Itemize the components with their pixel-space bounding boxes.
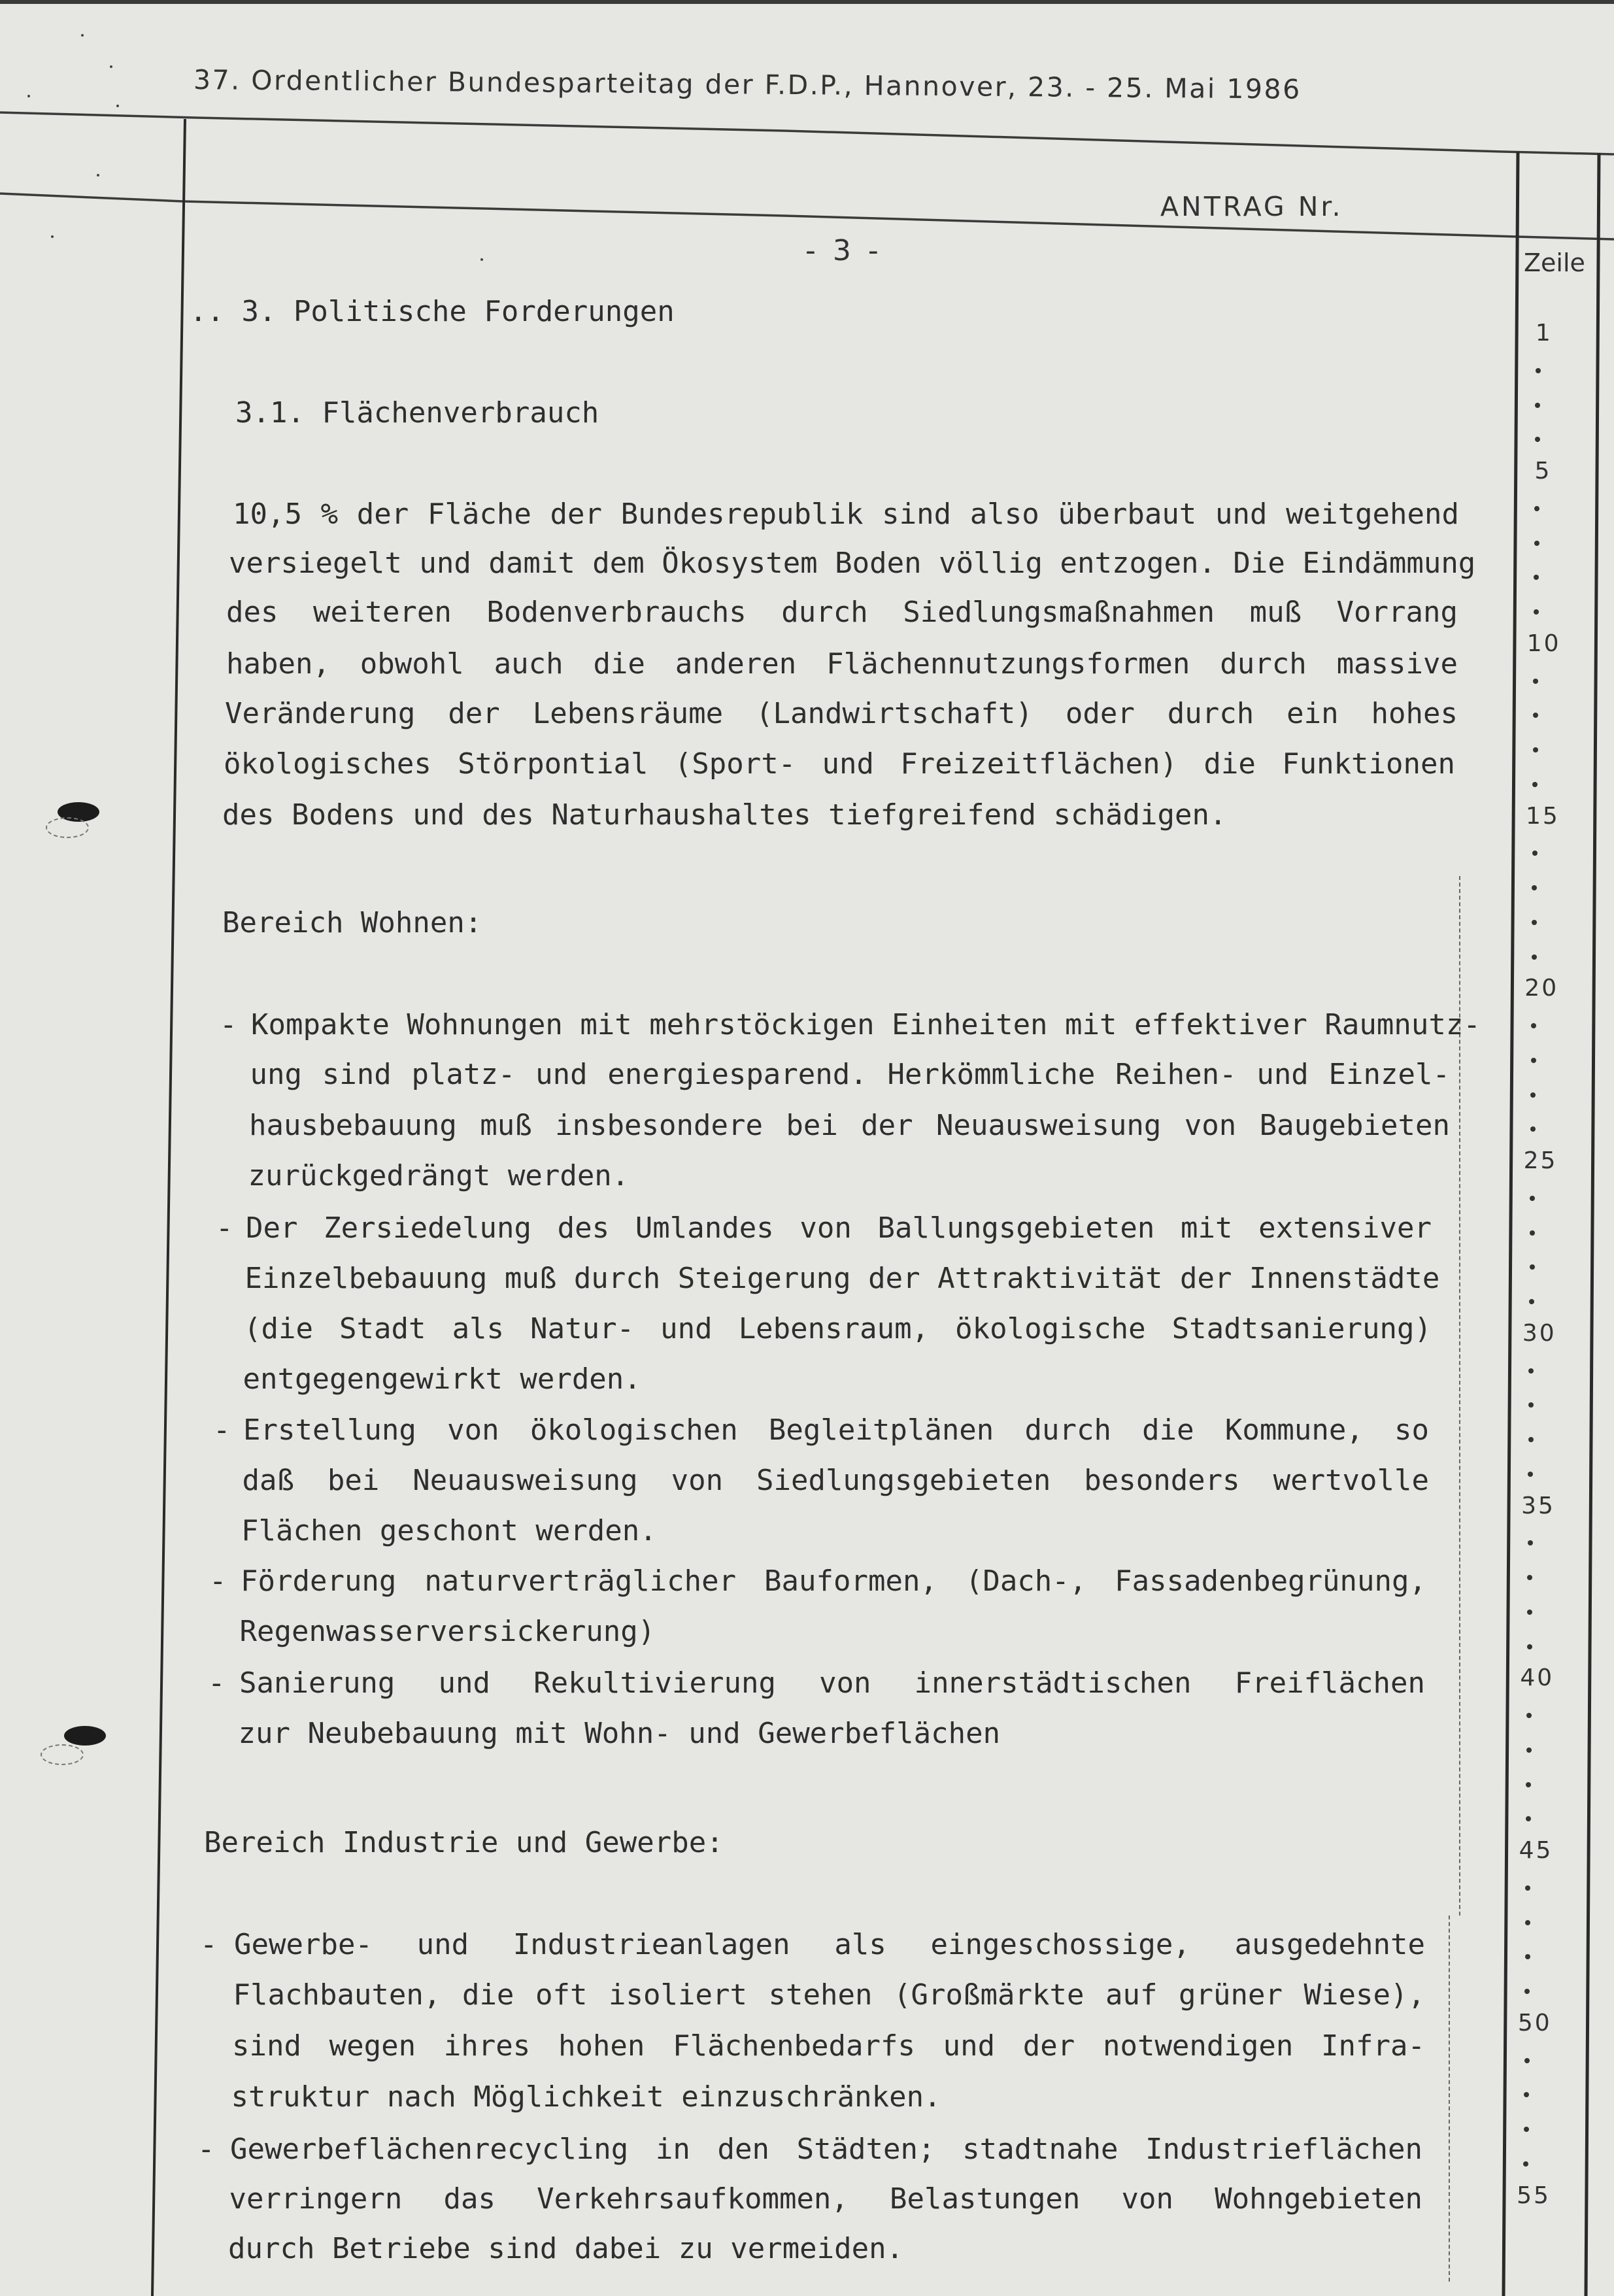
list-item-line: Flächen geschont werden. <box>241 1514 657 1547</box>
header-top-rule <box>0 112 1614 154</box>
line-dot-marker <box>1530 1230 1535 1236</box>
antrag-number-label: ANTRAG Nr. <box>1160 191 1343 222</box>
bullet-dash: - <box>216 1211 233 1245</box>
line-dot-marker <box>1531 1023 1536 1028</box>
paragraph-line: 10,5 % der Fläche der Bundesrepublik sind also überbaut und weitgehend <box>233 498 1459 531</box>
list-item-line: Kompakte Wohnungen mit mehrstöckigen Einheiten mit effektiver Raumnutz- <box>251 1008 1481 1041</box>
line-dot-marker <box>1527 1610 1532 1615</box>
line-dot-marker <box>1526 1713 1532 1718</box>
line-dot-marker <box>1526 1782 1531 1787</box>
line-dot-marker <box>1528 1437 1534 1442</box>
line-number: 50 <box>1517 2009 1552 2036</box>
line-dot-marker <box>1534 541 1539 546</box>
bullet-dash: - <box>220 1008 237 1041</box>
line-number: 20 <box>1524 975 1559 1002</box>
line-column-label: Zeile <box>1524 248 1585 277</box>
line-number: 45 <box>1519 1837 1553 1864</box>
bullet-dash: - <box>200 1928 218 1961</box>
line-dot-marker <box>1528 1540 1533 1545</box>
list-item-line: Gewerbeflächenrecycling in den Städten; stadtnahe Industrieflächen <box>230 2133 1422 2166</box>
bullet-dash: - <box>209 1564 227 1598</box>
section-heading: .. 3. Politische Forderungen <box>190 295 675 328</box>
subsection-heading: 3.1. Flächenverbrauch <box>235 396 599 430</box>
line-dot-marker <box>1524 2127 1529 2132</box>
paragraph-line: haben, obwohl auch die anderen Flächennutzungsformen durch massive <box>226 647 1458 681</box>
conference-header: 37. Ordentlicher Bundesparteitag der F.D.P., Hannover, 23. - 25. Mai 1986 <box>193 64 1302 105</box>
list-item-line: Einzelbebauung muß durch Steigerung der Attraktivität der Innenstädte <box>244 1262 1440 1295</box>
list-item-line: struktur nach Möglichkeit einzuschränken. <box>231 2080 941 2114</box>
zeile-right-rule <box>1586 153 1599 2296</box>
list-item-line: Regenwasserversickerung) <box>239 1615 656 1648</box>
bullet-dash: - <box>197 2133 215 2166</box>
paragraph-line: des Bodens und des Naturhaushaltes tiefgreifend schädigen. <box>222 798 1227 832</box>
scan-speck <box>97 174 99 177</box>
list-item-line: Gewerbe- und Industrieanlagen als eingeschossige, ausgedehnte <box>234 1928 1425 1961</box>
bullet-dash: - <box>208 1666 226 1700</box>
list-item-line: Förderung naturverträglicher Bauformen, (Dach-, Fassadenbegrünung, <box>241 1564 1426 1598</box>
list-item-line: hausbebauung muß insbesondere bei der Neuausweisung von Baugebieten <box>249 1109 1450 1142</box>
line-dot-marker <box>1525 1954 1530 1959</box>
punch-hole-shadow <box>46 817 89 838</box>
line-dot-marker <box>1536 368 1541 373</box>
list-item-line: entgegengewirkt werden. <box>243 1362 641 1396</box>
list-item-line: zur Neubebauung mit Wohn- und Gewerbeflächen <box>238 1717 1001 1750</box>
scan-speck <box>81 34 84 37</box>
line-dot-marker <box>1530 1092 1536 1098</box>
scan-speck <box>110 65 112 68</box>
line-dot-marker <box>1535 403 1540 408</box>
line-dot-marker <box>1527 1644 1532 1649</box>
line-dot-marker <box>1533 679 1538 684</box>
page-number: - 3 - <box>805 234 883 267</box>
line-dot-marker <box>1532 920 1537 925</box>
line-dot-marker <box>1530 1264 1535 1270</box>
revision-bar <box>1449 1916 1450 2282</box>
line-number: 35 <box>1521 1492 1555 1519</box>
list-item-line: Flachbauten, die oft isoliert stehen (Großmärkte auf grüner Wiese), <box>233 1978 1425 2012</box>
scan-speck <box>116 105 119 107</box>
list-item-line: sind wegen ihres hohen Flächenbedarfs und der notwendigen Infra- <box>232 2029 1425 2063</box>
line-dot-marker <box>1533 747 1538 752</box>
zeile-left-rule <box>1504 152 1518 2296</box>
punch-hole-shadow <box>41 1744 84 1765</box>
list-item-line: Der Zersiedelung des Umlandes von Ballungsgebieten mit extensiver <box>246 1211 1432 1245</box>
wohnen-heading: Bereich Wohnen: <box>222 906 482 939</box>
line-dot-marker <box>1525 1885 1530 1891</box>
left-margin-rule <box>152 119 185 2296</box>
list-item-line: durch Betriebe sind dabei zu vermeiden. <box>228 2232 904 2265</box>
list-item-line: Erstellung von ökologischen Begleitplänen durch die Kommune, so <box>243 1413 1429 1447</box>
line-dot-marker <box>1534 506 1539 511</box>
list-item-line: daß bei Neuausweisung von Siedlungsgebieten besonders wertvolle <box>242 1464 1429 1497</box>
paragraph-line: versiegelt und damit dem Ökosystem Boden völlig entzogen. Die Eindämmung <box>229 547 1476 580</box>
line-dot-marker <box>1532 954 1537 960</box>
punch-hole <box>64 1726 106 1746</box>
line-number: 25 <box>1523 1147 1558 1174</box>
line-dot-marker <box>1525 1920 1530 1925</box>
list-item-line: zurückgedrängt werden. <box>248 1159 630 1192</box>
line-number: 30 <box>1522 1319 1556 1347</box>
bullet-dash: - <box>213 1413 231 1447</box>
line-number: 10 <box>1526 630 1561 657</box>
paragraph-line: des weiteren Bodenverbrauchs durch Siedlungsmaßnahmen muß Vorrang <box>226 596 1458 629</box>
line-dot-marker <box>1530 1196 1535 1201</box>
paragraph-line: ökologisches Störpontial (Sport- und Freizeitflächen) die Funktionen <box>224 747 1455 781</box>
scan-speck <box>27 95 30 97</box>
scan-speck <box>51 235 54 238</box>
paragraph-line: Veränderung der Lebensräume (Landwirtschaft) oder durch ein hohes <box>225 697 1458 730</box>
header-bottom-rule <box>0 194 1614 239</box>
list-item-line: (die Stadt als Natur- und Lebensraum, ökologische Stadtsanierung) <box>244 1312 1432 1345</box>
line-number: 1 <box>1535 320 1553 346</box>
line-dot-marker <box>1532 851 1538 856</box>
line-number: 55 <box>1517 2182 1551 2209</box>
line-number: 5 <box>1534 458 1552 484</box>
list-item-line: Sanierung und Rekultivierung von innerstädtischen Freiflächen <box>239 1666 1425 1700</box>
line-dot-marker <box>1526 1747 1532 1753</box>
list-item-line: verringern das Verkehrsaufkommen, Belastungen von Wohngebieten <box>229 2182 1422 2216</box>
industrie-heading: Bereich Industrie und Gewerbe: <box>204 1826 724 1859</box>
line-dot-marker <box>1531 1058 1536 1063</box>
list-item-line: ung sind platz- und energiesparend. Herkömmliche Reihen- und Einzel- <box>250 1058 1450 1091</box>
scan-speck <box>480 258 483 261</box>
line-number: 40 <box>1520 1664 1555 1692</box>
line-number: 15 <box>1526 802 1560 830</box>
line-dot-marker <box>1524 2058 1530 2063</box>
